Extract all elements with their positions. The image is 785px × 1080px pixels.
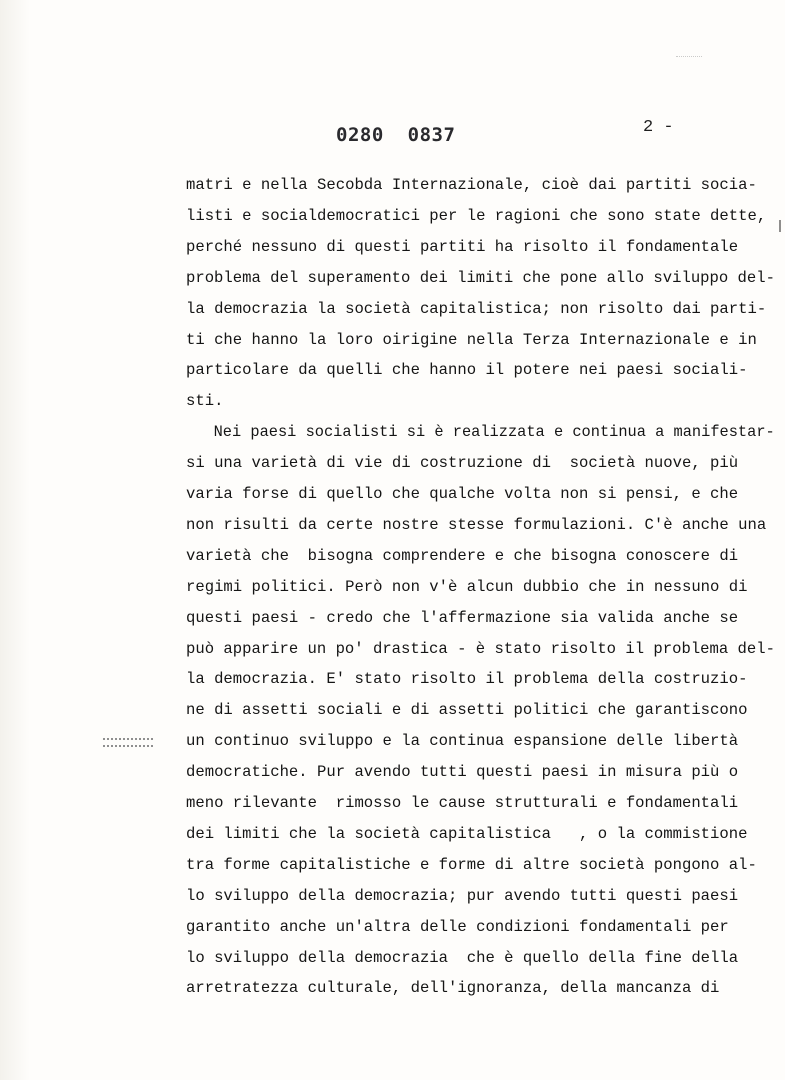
text-line: la democrazia la società capitalistica; non risolto dai parti- bbox=[186, 300, 767, 318]
archive-number-stamp: 0280 0837 bbox=[336, 124, 456, 146]
text-line: dei limiti che la società capitalistica , o la commistione bbox=[186, 825, 748, 843]
text-line: arretratezza culturale, dell'ignoranza, della mancanza di bbox=[186, 979, 720, 997]
page-number: 2 - bbox=[643, 118, 674, 137]
text-line: regimi politici. Però non v'è alcun dubbio che in nessuno di bbox=[186, 578, 748, 596]
text-line: varietà che bisogna comprendere e che bisogna conoscere di bbox=[186, 547, 739, 565]
text-line: ti che hanno la loro oirigine nella Terza Internazionale e in bbox=[186, 331, 757, 349]
text-line: tra forme capitalistiche e forme di altre società pongono al- bbox=[186, 856, 757, 874]
text-line: Nei paesi socialisti si è realizzata e continua a manifestar- bbox=[186, 423, 775, 441]
text-line: democratiche. Pur avendo tutti questi paesi in misura più o bbox=[186, 763, 739, 781]
text-line: perché nessuno di questi partiti ha risolto il fondamentale bbox=[186, 238, 739, 256]
text-line: questi paesi - credo che l'affermazione sia valida anche se bbox=[186, 609, 739, 627]
text-line: la democrazia. E' stato risolto il problema della costruzio- bbox=[186, 670, 748, 688]
text-line: ne di assetti sociali e di assetti politici che garantiscono bbox=[186, 701, 748, 719]
text-line: meno rilevante rimosso le cause strutturali e fondamentali bbox=[186, 794, 739, 812]
text-line: sti. bbox=[186, 392, 224, 410]
text-line: problema del superamento dei limiti che pone allo sviluppo del- bbox=[186, 269, 775, 287]
text-line: garantito anche un'altra delle condizioni fondamentali per bbox=[186, 918, 729, 936]
page-edge-shadow bbox=[0, 0, 30, 1080]
text-line: un continuo sviluppo e la continua espansione delle libertà bbox=[186, 732, 739, 750]
text-line: non risulti da certe nostre stesse formulazioni. C'è anche una bbox=[186, 516, 767, 534]
text-line: listi e socialdemocratici per le ragioni che sono state dette, bbox=[186, 207, 767, 225]
text-line: lo sviluppo della democrazia; pur avendo tutti questi paesi bbox=[186, 887, 739, 905]
margin-tick bbox=[779, 220, 781, 232]
text-line: particolare da quelli che hanno il potere nei paesi sociali- bbox=[186, 361, 748, 379]
text-line: si una varietà di vie di costruzione di società nuove, più bbox=[186, 454, 739, 472]
text-line: varia forse di quello che qualche volta non si pensi, e che bbox=[186, 485, 739, 503]
stray-mark bbox=[676, 56, 702, 61]
text-line: lo sviluppo della democrazia che è quello della fine della bbox=[186, 949, 739, 967]
text-line: matri e nella Secobda Internazionale, cioè dai partiti socia- bbox=[186, 176, 757, 194]
margin-stamp-mark bbox=[103, 738, 153, 750]
text-line: può apparire un po' drastica - è stato risolto il problema del- bbox=[186, 640, 775, 658]
